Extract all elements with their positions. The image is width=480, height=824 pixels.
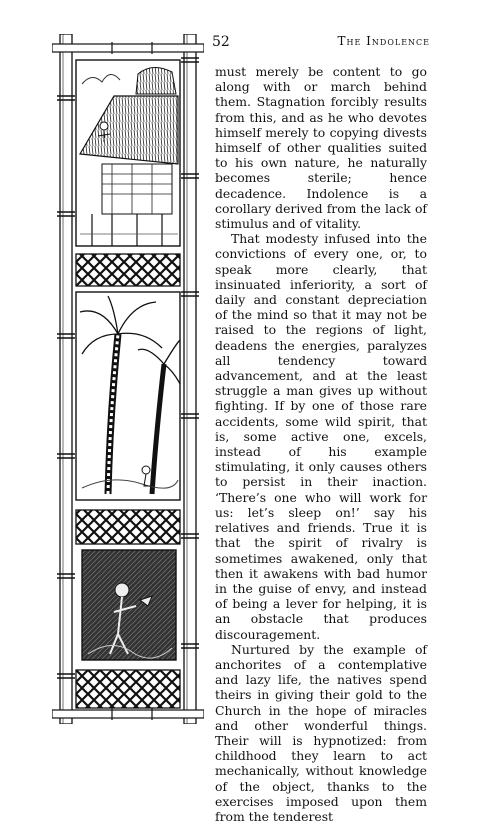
running-title: The Indolence [337, 34, 430, 48]
paragraph-2: That modesty infused into the convictions of every one, or, to speak more clearly, that insinuated inferiority, a sort of daily and constant depreciation of the mind so that it may not be raised to the regions of light, deadens the energies, paralyzes all tendency toward advancement, and at the least struggle a man gives up without fighting. If by one of those rare accidents, some wild spirit, that is, some active one, excels, instead of his example stimulating, it only causes others to persist in their inaction. ‘There’s one who will work for us: let’s sleep on!’ say his relatives and friends. True it is that the spirit of rivalry is sometimes awakened, only that then it awakens with bad humor in the guise of envy, and instead of being a lever for helping, it is an obstacle that produces discouragement. [215, 231, 427, 642]
bamboo-rail-bottom [52, 708, 204, 720]
body-text [215, 64, 427, 824]
paragraph-1: must merely be content to go along with or march behind them. Stagnation forcibly results from this, and as he who devotes himself merely to copying divests himself of other qualities suited to his own nature, he naturally becomes sterile; hence decadence. Indolence is a corollary derived from the lack of stimulus and of vitality. [215, 64, 427, 232]
illustration-coconut-palms [76, 292, 180, 500]
lattice-panel-1 [76, 254, 180, 286]
bamboo-pole-right [181, 34, 199, 724]
illustration-nipa-hut [76, 60, 180, 246]
paragraph-3: Nurtured by the example of anchorites of a contemplative and lazy life, the natives spend theirs in giving their gold to the Church in the hope of miracles and other wonderful things. Their will is hypnotized: from childhood they learn to act mechanically, without knowledge of the object, thanks to the exercises imposed upon them from the tenderest [215, 641, 427, 824]
illustration-cockfighter-figure [82, 550, 176, 660]
lattice-panel-2 [76, 510, 180, 544]
lattice-panel-3 [76, 670, 180, 708]
bamboo-border-illustration [52, 34, 204, 724]
bamboo-rail-top [52, 42, 204, 54]
bamboo-pole-left [57, 34, 75, 724]
page-number: 52 [212, 34, 230, 50]
page-header [212, 34, 430, 56]
